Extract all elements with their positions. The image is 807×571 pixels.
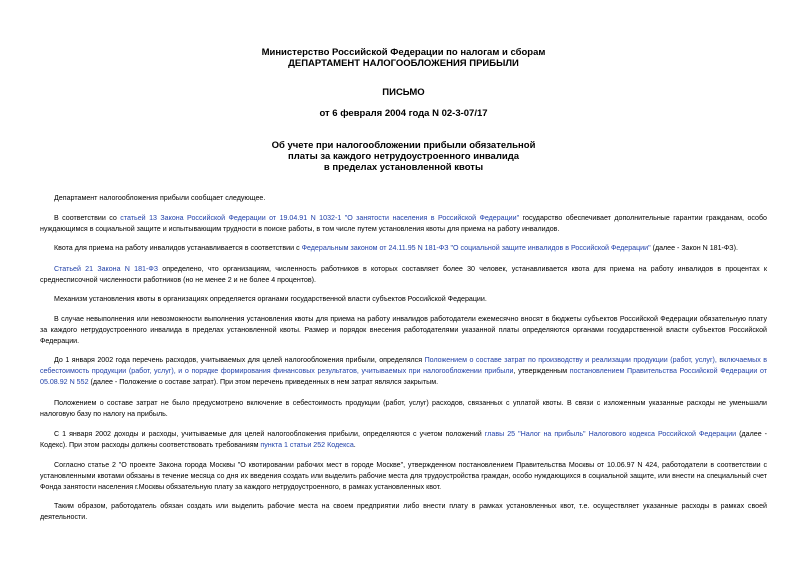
paragraph-employment-law: В соответствии со статьей 13 Закона Российской Федерации от 19.04.91 N 1032-1 "О занятости населения в Российской Федерации" государство обеспечивает дополнительные гарантии гражданам, особо нуждающимся в социальной защите и испытывающим трудности в поиске работы, в том числе путем установления квоты для приема на работу инвалидов. — [40, 214, 767, 233]
paragraph-quota-basis: Квота для приема на работу инвалидов устанавливается в соответствии с Федеральным законом от 24.11.95 N 181-ФЗ "О социальной защите инвалидов в Российской Федерации" (далее - Закон N 181-ФЗ). — [54, 244, 738, 252]
department-name: ДЕПАРТАМЕНТ НАЛОГООБЛОЖЕНИЯ ПРИБЫЛИ — [288, 58, 519, 69]
link-article-21[interactable]: Статьей 21 Закона N 181-ФЗ — [54, 265, 159, 273]
paragraph-intro: Департамент налогообложения прибыли сообщает следующее. — [54, 194, 266, 202]
subject-line-1: Об учете при налогообложении прибыли обязательной — [271, 140, 536, 151]
subject-line-2: платы за каждого нетрудоустроенного инвалида — [287, 151, 520, 162]
document-type: ПИСЬМО — [382, 87, 425, 98]
link-article-252[interactable]: пункта 1 статьи 252 Кодекса — [260, 441, 354, 449]
ministry-name: Министерство Российской Федерации по налогам и сборам — [261, 47, 546, 58]
paragraph-no-cost-inclusion: Положением о составе затрат не было предусмотрено включение в себестоимость продукции (работ, услуг) расходов, связанных с уплатой квоты. В связи с изложенным указанные расходы не уменьшали налоговую базу по налогу на прибыль. — [40, 399, 767, 418]
paragraph-mandatory-payment: В случае невыполнения или невозможности выполнения установления квоты для приема на работу инвалидов работодатели ежемесячно вносят в бюджеты субъектов Российской Федерации обязательную плату за каждого нетрудоустроенного инвалида в пределах установленной квоты. Размер и порядок внесения работодателями указанной платы определяются органами государственной власти субъектов Российской Федерации. — [40, 315, 767, 345]
link-government-decree-552[interactable]: постановлением Правительства Российской Федерации от 05.08.92 N 552 — [40, 367, 768, 386]
paragraph-moscow-quota: Согласно статье 2 "О проекте Закона города Москвы "О квотировании рабочих мест в городе Москве", утвержденном постановлением Правительства Москвы от 10.06.97 N 424, работодатели в соответствии с установленными квотами обязаны в течение месяца со дня их введения создать или выделить рабочие места для трудоустройства граждан, особо нуждающихся в социальной защите, или внести на специальный счет Фонда занятости населения г.Москвы обязательную плату за каждого нетрудоустроенного, в рамках установленных квот. — [40, 461, 767, 491]
subject-line-3: в пределах установленной квоты — [323, 162, 484, 173]
paragraph-article-21: Статьей 21 Закона N 181-ФЗ определено, что организациям, численность работников в которых составляет более 30 человек, устанавливается квота для приема на работу инвалидов в процентах к среднесписочной численности работников (но не менее 2 и не более 4 процентов). — [40, 265, 767, 284]
link-cost-regulation[interactable]: Положением о составе затрат по производству и реализации продукции (работ, услуг), включаемых в себестоимость продукции (работ, услуг), и о порядке формирования финансовых результатов, учитываемых при налогообложении прибыли — [40, 356, 768, 375]
link-tax-code-chapter-25[interactable]: главы 25 "Налог на прибыль" Налогового кодекса Российской Федерации — [484, 430, 737, 438]
paragraph-conclusion: Таким образом, работодатель обязан создать или выделить рабочие места на своем предприятии либо внести плату в рамках установленных квот, т.е. осуществляет указанные расходы в рамках своей деятельности. — [40, 502, 767, 521]
link-federal-law-181fz[interactable]: Федеральным законом от 24.11.95 N 181-ФЗ "О социальной защите инвалидов в Российской Федерации" — [301, 244, 651, 252]
paragraph-cost-regulation: До 1 января 2002 года перечень расходов, учитываемых для целей налогообложения прибыли, определялся Положением о составе затрат по производству и реализации продукции (работ, услуг), включаемых в себестоимость продукции (работ, услуг), и о порядке формирования финансовых результатов, учитываемых при налогообложении прибыли, утвержденным постановлением Правительства Российской Федерации от 05.08.92 N 552 (далее - Положение о составе затрат). При этом перечень приведенных в нем затрат являлся закрытым. — [40, 356, 768, 386]
paragraph-quota-mechanism: Механизм установления квоты в организациях определяется органами государственной власти субъектов Российской Федерации. — [54, 295, 487, 303]
link-employment-law-art13[interactable]: статьей 13 Закона Российской Федерации от 19.04.91 N 1032-1 "О занятости населения в Российской Федерации" — [120, 214, 520, 222]
document-date: от 6 февраля 2004 года N 02-3-07/17 — [319, 108, 488, 119]
paragraph-tax-code: С 1 января 2002 доходы и расходы, учитываемые для целей налогообложения прибыли, определяются с учетом положений главы 25 "Налог на прибыль" Налогового кодекса Российской Федерации (далее - Кодекс). При этом расходы должны соответствовать требованиям пункта 1 статьи 252 Кодекса. — [40, 430, 768, 449]
